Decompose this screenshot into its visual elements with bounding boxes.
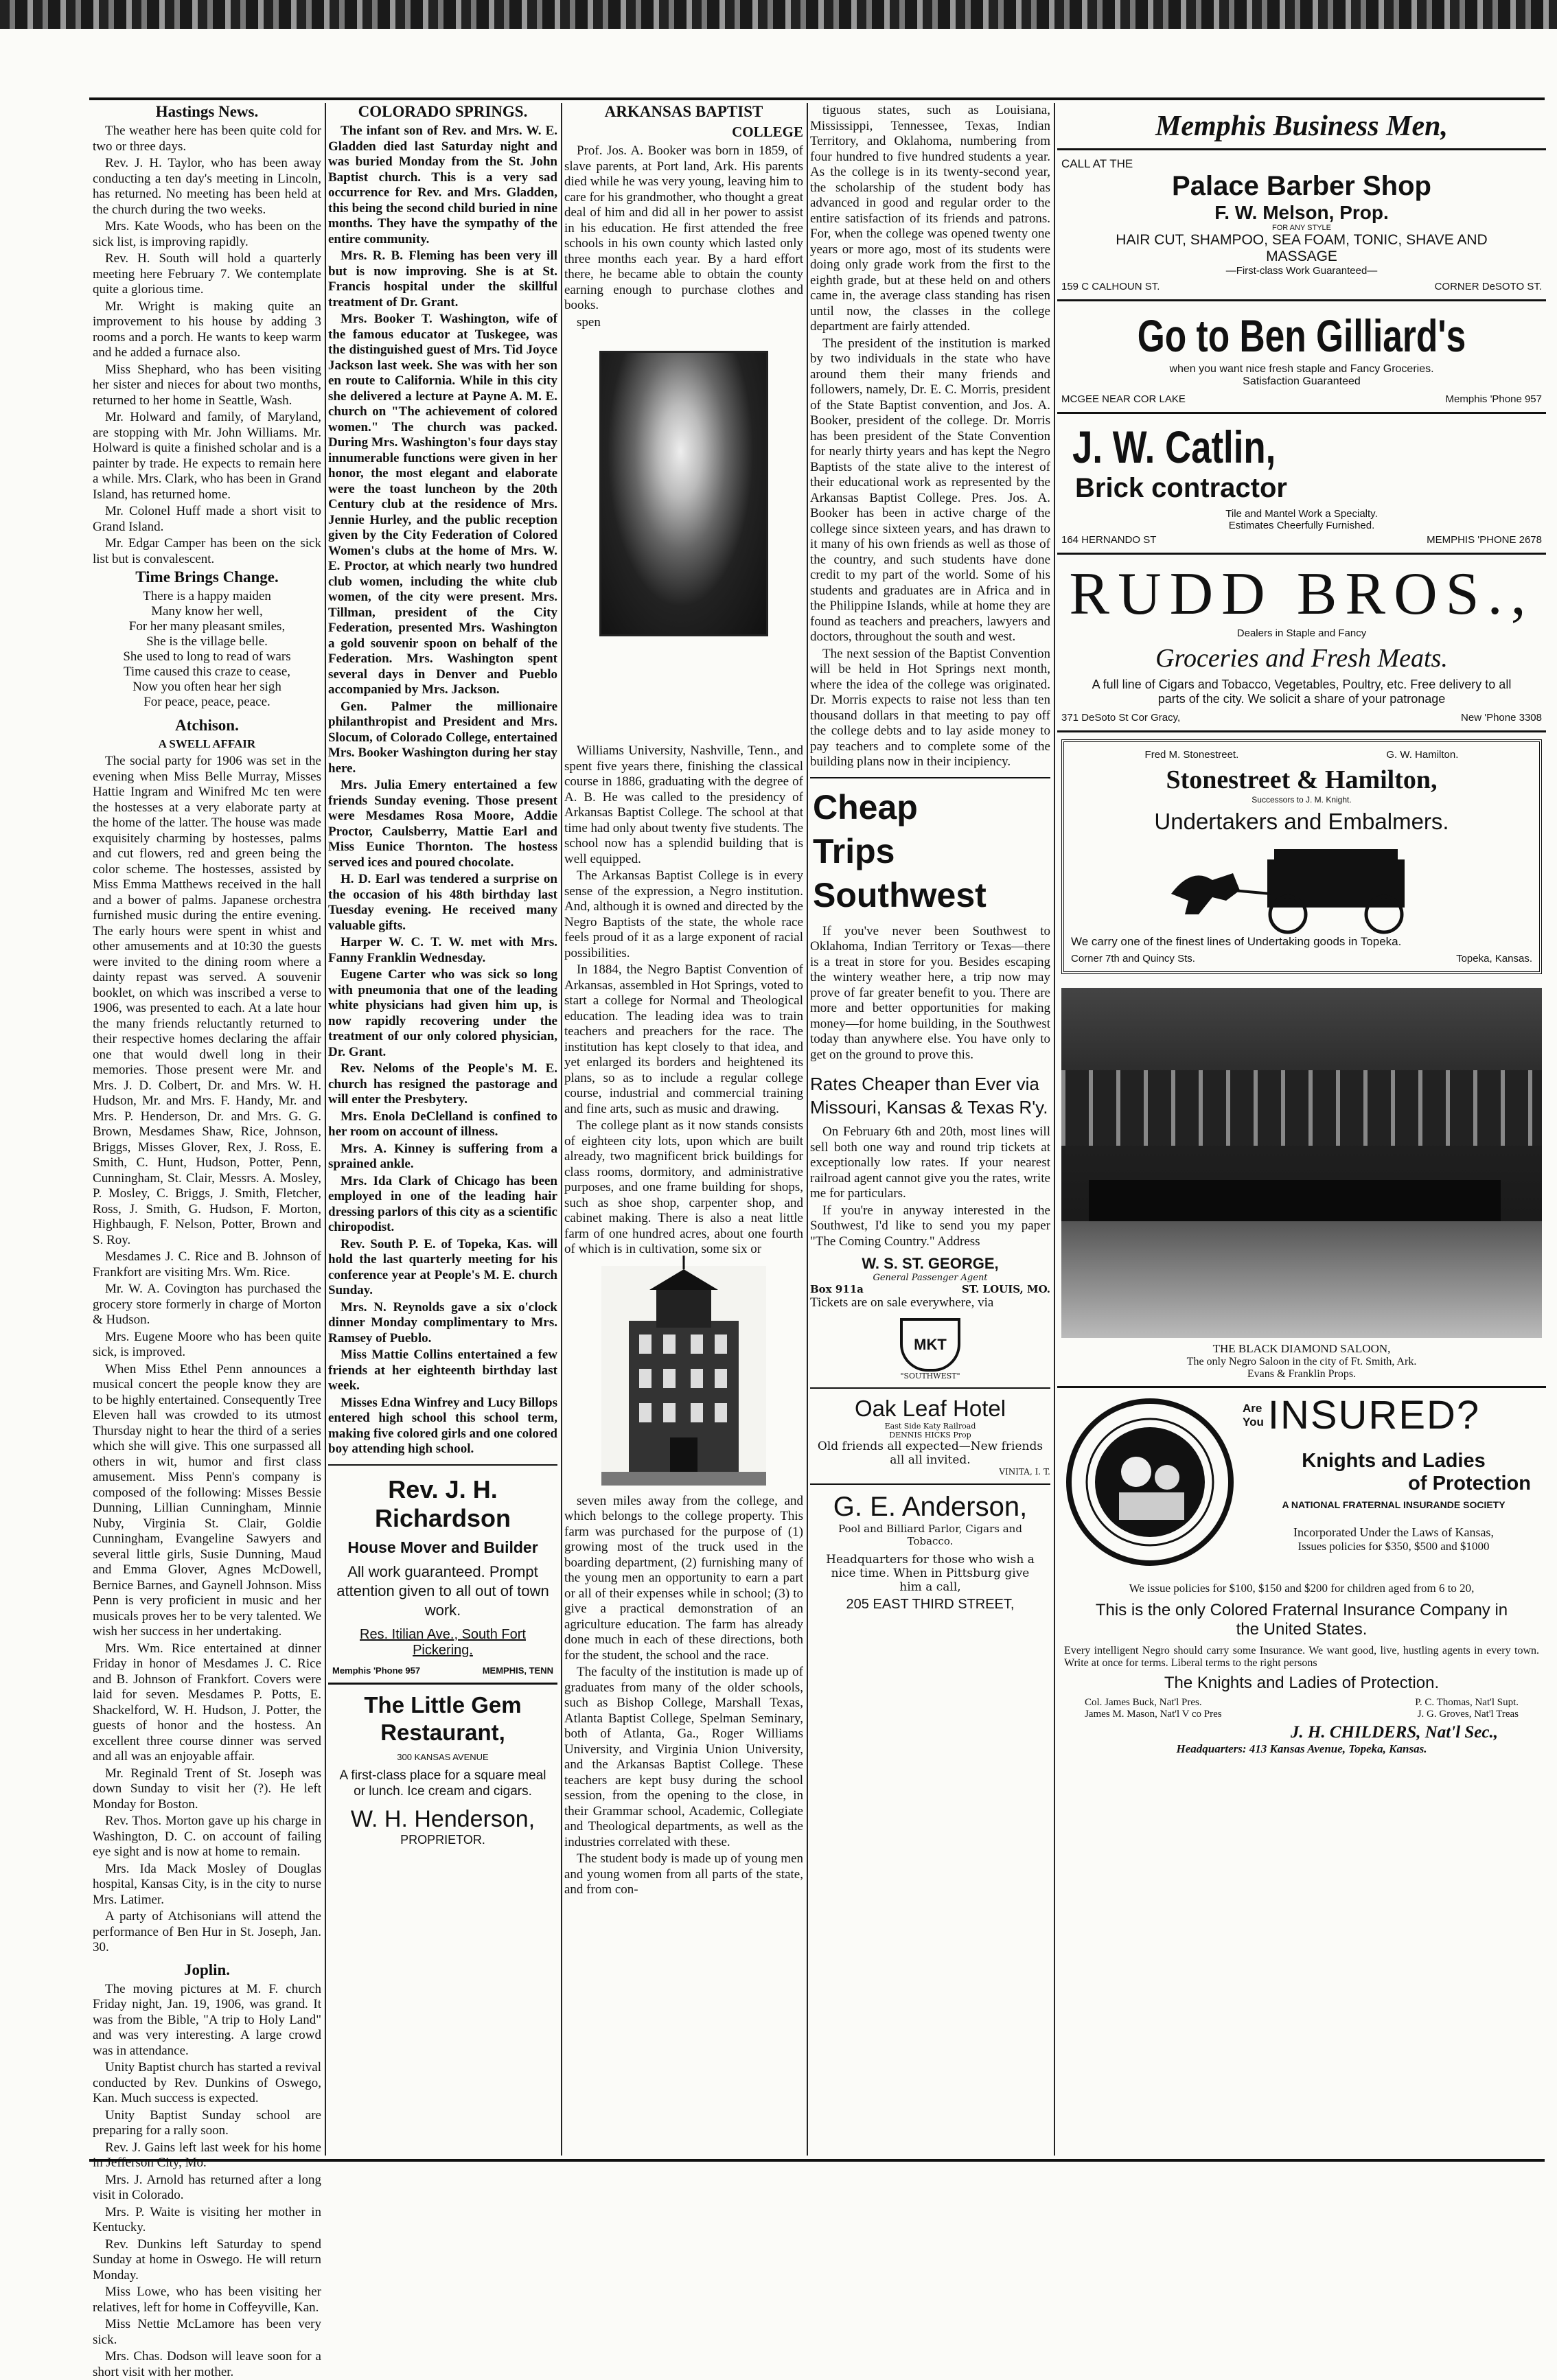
ins-policies: Issues policies for $350, $500 and $1000 [1249,1540,1538,1553]
catlin-estimates: Estimates Cheerfully Furnished. [1061,520,1542,531]
heading-atchison: Atchison. [93,717,321,735]
joplin-news [93,1982,321,2380]
gem-ad [328,1685,557,1854]
paragraph: Mrs. Booker T. Washington, wife of the famous educator at Tuskegee, was the distinguished guest of Mrs. Tid Joyce Jackson last week. She was with her son en route to California. While in this city she delivered a lecture at Payne A. M. E. church on "The achievement of colored women." The church was packed. During Mrs. Washington's four days stay innumerable functions were given in her honor, the most elegant and elaborate were the toast luncheon by the 20th Century club at the residence of Mrs. Jennie Hurley, and the public reception given by the City Federation of Colored Women's clubs at the home of Mrs. W. E. Proctor, at which nearly two hundred club women, including the white club women, of the city were present. Mrs. Tillman, president of the City Federation, presented Mrs. Washington a gold souvenir spoon on behalf of the Federation. Mrs. Washington spent several days in Denver and Pueblo accompanied by Mrs. Jackson. [328,312,557,698]
heading-swell-affair: A SWELL AFFAIR [93,737,321,751]
column-divider [1054,103,1055,2156]
paragraph: Unity Baptist Sunday school are preparing for a rally soon. [93,2108,321,2139]
paragraph: In 1884, the Negro Baptist Convention of Arkansas, assembled in Hot Springs, voted to start a college for Normal and Theological education. The leading idea was to train teachers and preachers for the race. The institution has kept closely to that idea, and yet enlarged its borders and heightened its plans, so as to include a regular college course, industrial and commercial training and fine arts, such as music and drawing. [564,962,803,1117]
richardson-address: Res. Itilian Ave., South Fort Pickering. [332,1627,553,1659]
paragraph: When Miss Ethel Penn announces a musical concert the people know they are to be highly entertained. Consequently Tree Eleven hall was crowded to its utmost Thursday night to hear the third of a series which she will give. This one surpassed all others in wit, humor and first class amusement. Miss Penn's company is composed of the following: Misses Bessie Dunning, Lillian Cunningham, Minnie Nuby, Virginia St. Clair, Goldie Cunningham, Evangeline Sawyers and several little girls, Susie Dunning, Maud and Emma Glover, Agnes McDowell, Bernice Barnes, and Gaynell Johnson. Miss Penn is very proficient in music and her musicals proves her to be very talented. We wish her success in her undertaking. [93,1362,321,1640]
paragraph: Mrs. Ida Mack Mosley of Douglas hospital, Kansas City, is in the city to nurse Mrs. Latimer. [93,1862,321,1908]
oak-sub-2: DENNIS HICKS Prop [810,1431,1050,1440]
paragraph: Prof. Jos. A. Booker was born in 1859, of slave parents, at Port land, Ark. His parents died while he was very young, leaving him to care for his grandmother, who thought a great deal of him and did all in her power to assist in his education. He first attended the free schools in his own county which lasted only three months each year. By a hard effort there, he became able to obtain the county earning enough to purchase clothes and books. [564,143,803,314]
heading-college: COLLEGE [564,124,803,141]
gilliard-phone: Memphis 'Phone 957 [1446,393,1542,405]
cheap-trips-headline [810,785,1050,917]
paragraph: The moving pictures at M. F. church Friday night, Jan. 19, 1906, was grand. It was from the Bible, "A trip to Holy Land" and was very interesting. A large crowd was in attendance. [93,1982,321,2059]
paragraph: seven miles away from the college, and which belongs to the college property. This farm was purchased for the purpose of (1) growing most of the truck used in the boarding department, (2) furnishing many of the young men an opportunity to earn a part or all of their expenses while in school; (3) to give a practical demonstration of an agriculture education. The farm has already done much in each of these directions, both for the student, the school and the race. [564,1494,803,1664]
paragraph: Mr. Reginald Trent of St. Joseph was down Sunday to visit her (?). He left Monday for Boston. [93,1766,321,1813]
column-divider [325,103,326,2156]
paragraph: Mrs. N. Reynolds gave a six o'clock dinner Monday complimentary to Mrs. Ramsey of Pueblo. [328,1300,557,1347]
catlin-ad [1057,414,1546,555]
memphis-header: Memphis Business Men, [1057,110,1546,150]
paragraph: The student body is made up of young men and young women from all parts of the state, and from con- [564,1851,803,1898]
divider [328,1464,557,1466]
rudd-address: 371 DeSoto St Cor Gracy, [1061,712,1180,724]
poem-line: There is a happy maiden [93,589,321,604]
stonestreet-address: Corner 7th and Quincy Sts. [1071,953,1195,964]
paragraph: spen [564,315,803,331]
ins-only: This is the only Colored Fraternal Insurance Company in the United States. [1064,1601,1539,1639]
palace-corner: CORNER DeSOTO ST. [1435,281,1542,292]
catlin-phone: MEMPHIS 'PHONE 2678 [1427,534,1542,546]
paragraph: Miss Lowe, who has been visiting her relatives, left for home in Coffeyville, Kan. [93,2285,321,2315]
heading-hastings: Hastings News. [93,103,321,121]
saloon-ad [1057,981,1546,1388]
ins-body: Every intelligent Negro should carry some Insurance. We want good, live, hustling agents in every town. Write at once for terms. Liberal terms to the right persons [1064,1645,1539,1670]
palace-address: 159 C CALHOUN ST. [1061,281,1160,292]
oak-city: VINITA, I. T. [810,1467,1050,1477]
stonestreet-partner-1: Fred M. Stonestreet. [1145,749,1239,761]
saloon-owner: Evans & Franklin Props. [1061,1368,1542,1380]
stonestreet-partner-2: G. W. Hamilton. [1386,749,1458,761]
poem-line: Many know her well, [93,604,321,619]
heading-joplin: Joplin. [93,1961,321,1979]
catlin-name: J. W. Catlin, [1061,421,1446,473]
rudd-groceries: Groceries and Fresh Meats. [1061,643,1542,673]
paragraph: Rev. Thos. Morton gave up his charge in Washington, D. C. on account of failing eye sight and is now at home to remain. [93,1814,321,1860]
gilliard-ad [1057,301,1546,414]
paragraph: The president of the institution is marked by two individuals in the state who have around them their many friends and followers, namely, Dr. E. C. Morris, president of the State Baptist convention, and Jos. A. Booker, president of the college. Dr. Morris has been president of the State Convention for nearly thirty years and has kept the Negro Baptists of the state alive to the interest of their educational work as represented by the Arkansas Baptist College. Pres. Jos. A. Booker has been in active charge of the college since sixteen years, and has drawn to it many of his own friends as well as those of the country, and such students have done credit to my part of the world. Some of his students and graduates are in Africa and in the Philippine Islands, while at home they are found as teachers and preachers, lawyers and doctors, throughout the south and west. [810,336,1050,645]
poem-line: She used to long to read of wars [93,649,321,665]
cheap-word: Cheap [813,785,1050,829]
heading-arkansas: ARKANSAS BAPTIST [564,103,803,121]
column-divider [807,103,808,2156]
gem-role: PROPRIETOR. [332,1833,553,1847]
column-1 [93,103,321,2156]
trips-word: Trips [813,829,1050,873]
poem-line: Time caused this craze to cease, [93,665,321,680]
paragraph: Harper W. C. T. W. met with Mrs. Fanny Franklin Wednesday. [328,935,557,966]
agent-city: ST. LOUIS, MO. [962,1283,1050,1295]
paragraph: Rev. J. H. Taylor, who has been away conducting a ten day's meeting in Lincoln, has returned. No meeting has been held at the church during the two weeks. [93,156,321,218]
southwest-word: Southwest [813,873,1050,917]
paragraph: Mrs. Chas. Dodson will leave soon for a short visit with her mother. [93,2349,321,2380]
saloon-photo [1061,988,1542,1338]
ins-incorporated: Incorporated Under the Laws of Kansas, [1249,1525,1538,1540]
richardson-body: All work guaranteed. Prompt attention given to all out of town work. [332,1562,553,1620]
paragraph: Mrs. A. Kinney is suffering from a sprained ankle. [328,1142,557,1172]
divider [810,777,1050,778]
ins-children: We issue policies for $100, $150 and $200 for children aged from 6 to 20, [1064,1582,1539,1595]
richardson-name: Rev. J. H. Richardson [332,1475,553,1533]
paragraph: A party of Atchisonians will attend the performance of Ben Hur in St. Joseph, Jan. 30. [93,1909,321,1956]
gilliard-address: MCGEE NEAR COR LAKE [1061,393,1186,405]
cheap-body: If you've never been Southwest to Oklahoma, Indian Territory or Texas—there is a treat in store for you. Besides escaping the wintery weather here, a trip now may prove of far greater benefit to you. There are more and better opportunities for making money—for home building, in the Southwest today than anywhere else. You have only to get on the ground to prove this. [810,924,1050,1063]
paragraph: Mrs. Kate Woods, who has been on the sick list, is improving rapidly. [93,219,321,250]
heading-time: Time Brings Change. [93,568,321,586]
paragraph: The college plant as it now stands consists of eighteen city lots, upon which are built already, two magnificent brick buildings for class rooms, dormitory, and administrative purposes, and one frame building for shops, such as shoe shop, carpenter shop, and cabinet making. There is also a neat little farm of one hundred acres, about one fourth of which is in cultivation, some six or [564,1118,803,1258]
palace-owner: F. W. Melson, Prop. [1061,202,1542,224]
colorado-news [328,124,557,1457]
richardson-ad [328,1472,557,1685]
gilliard-title: Go to Ben Gilliard's [1114,308,1489,363]
ins-officer-3: James M. Mason, Nat'l V co Pres [1085,1709,1222,1720]
column-divider [561,103,562,2156]
paragraph: Miss Shephard, who has been visiting her sister and nieces for about two months, returned to her home in Seattle, Wash. [93,362,321,409]
paragraph: Mrs. R. B. Fleming has been very ill but is now improving. She is at St. Francis hospital under the skillful treatment of Dr. Grant. [328,249,557,310]
atchison-news [93,754,321,1956]
rudd-title: RUDD BROS., [1061,562,1542,627]
poem-line: For peace, peace, peace. [93,695,321,710]
poem-line: Now you often hear her sigh [93,680,321,695]
scan-edge-top [0,0,1557,29]
gilliard-body: when you want nice fresh staple and Fancy Groceries. Satisfaction Guaranteed [1061,363,1542,388]
paragraph: The weather here has been quite cold for two or three days. [93,124,321,154]
ins-are: Are [1243,1402,1264,1416]
column-3 [564,103,803,2156]
saloon-title: THE BLACK DIAMOND SALOON, [1061,1342,1542,1356]
paragraph: Gen. Palmer the millionaire philanthropist and President and Mrs. Slocum, of Colorado College, entertained Mrs. Booker Washington during her stay here. [328,700,557,777]
poem-line: She is the village belle. [93,634,321,649]
anderson-address: 205 EAST THIRD STREET, [810,1597,1050,1613]
ins-insured: INSURED? [1268,1392,1480,1438]
paragraph: Mrs. P. Waite is visiting her mother in Kentucky. [93,2205,321,2236]
paragraph: Mrs. Enola DeClelland is confined to her room on account of illness. [328,1109,557,1140]
hearse-icon [1151,839,1453,935]
gem-owner: W. H. Henderson, [332,1806,553,1833]
rudd-ad [1057,555,1546,732]
paragraph: The next session of the Baptist Convention will be held in Hot Springs next month, where the idea of the college was originated. Dr. Morris expects to raise not less than ten thousand dollars in that meeting to pay off the college debts and to lay aside money to pay teachers and to complete some of the building plans now in their incipiency. [810,647,1050,770]
oak-body: Old friends all expected—New friends all all invited. [810,1440,1050,1467]
stonestreet-successors: Successors to J. M. Knight. [1071,795,1532,805]
rates-body-2: If you're in anyway interested in the Southwest, I'd like to send you my paper "The Coming Country." Address [810,1203,1050,1250]
catlin-trade: Brick contractor [1061,473,1542,504]
paragraph: Rev. Dunkins left Saturday to spend Sunday at home in Oswego. He will return Monday. [93,2237,321,2284]
gem-title: The Little Gem Restaurant, [332,1691,553,1746]
divider [810,1483,1050,1485]
portrait-photo [599,351,768,636]
paragraph: Williams University, Nashville, Tenn., and spent five years there, finishing the classical course in 1886, graduating with the degree of A. B. He was called to the presidency of Arkansas Baptist College. The school at that time had only about twenty five students. The school now has a splendid building that is well equipped. [564,743,803,867]
saloon-body: The only Negro Saloon in the city of Ft. Smith, Ark. [1061,1356,1542,1368]
catlin-address: 164 HERNANDO ST [1061,534,1156,546]
paragraph: The faculty of the institution is made up of graduates from many of the older schools, such as Bishop College, Marshall Texas, Atlanta Baptist College, Spelman Seminary, both of Atlanta, Ga., Roger Williams University, and Virginia Union University, and the Arkansas Baptist College. These teachers are kept busy during the school session, from the opening to the close, in their Grammar school, Academic, Collegiate and Theological departments, as well as the industries correlated with these. [564,1665,803,1850]
agent-name: W. S. ST. GEORGE, [810,1255,1050,1273]
ins-headquarters: Headquarters: 413 Kansas Avenue, Topeka, Kansas. [1064,1742,1539,1756]
arkansas-continued [810,103,1050,770]
paragraph: Miss Mattie Collins entertained a few friends at her eighteenth birthday last week. [328,1348,557,1394]
column-5 [1057,110,1546,2162]
palace-call: CALL AT THE [1061,157,1542,171]
paragraph: Rev. H. South will hold a quarterly meeting here February 7. We contemplate quite a glorious time. [93,251,321,298]
gem-address: 300 KANSAS AVENUE [332,1752,553,1762]
stonestreet-body: We carry one of the finest lines of Undertaking goods in Topeka. [1071,935,1532,949]
catlin-specialty: Tile and Mantel Work a Specialty. [1061,508,1542,520]
palace-work: —First-class Work Guaranteed— [1061,265,1542,277]
faded-text [564,640,803,743]
arkansas-college-body [564,743,803,1258]
poem [93,589,321,710]
stonestreet-ad [1061,739,1542,974]
paragraph: Mr. Wright is making quite an improvement to his house by adding 3 rooms and a porch. He wants to keep warm and he added a furnace also. [93,299,321,361]
richardson-phone: Memphis 'Phone 957 [332,1665,420,1676]
insurance-ad [1057,1388,1546,1745]
rates-headline: Rates Cheaper than Ever via Missouri, Kansas & Texas R'y. [810,1072,1050,1119]
ins-knights-3: The Knights and Ladies of Protection. [1064,1674,1539,1693]
paragraph: Mrs. Eugene Moore who has been quite sick, is improved. [93,1330,321,1361]
hastings-news [93,124,321,567]
ins-officer-2: P. C. Thomas, Nat'l Supt. [1415,1697,1519,1709]
column-2 [328,103,557,2156]
college-building-image [601,1266,766,1486]
poem-line: For her many pleasant smiles, [93,619,321,634]
rudd-dealers: Dealers in Staple and Fancy [1061,627,1542,639]
paragraph: Mr. Edgar Camper has been on the sick list but is convalescent. [93,536,321,567]
paragraph: The social party for 1906 was set in the evening when Miss Belle Murray, Misses Hattie Ingram and Winifred Mc ten were the hostesses at a very elaborate party at the home of the latter. The house was made exquisitely charming by hostesses, palms and cut flowers, red and green being the color scheme. The hostesses, assisted by Miss Emma Matthews received in the hall and a bower of palms. Japanese orchestra furnished music during the entire evening. The early hours were spent in whist and other amusements and at 10:30 the guests were invited to the dining room where a dainty repast was served. A souvenir booklet, on which was inscribed a verse to 1906, was presented to each. At a late hour the many friends reluctantly returned to their respective homes declaring the affair one that would dwell long in their memories. Those present were Mr. and Mrs. J. D. Colbert, Dr. and Mrs. W. H. Hudson, Mr. and Mrs. F. Handy, Mr. and Mrs. P. Henderson, Dr. and Mrs. G. G. Brown, Mesdames Shaw, Rice, Johnson, Briggs, Misses Glover, Rex, J. Ross, E. Smith, C. Hunt, Hudson, Potter, Penn, Cunningham, St. Clair, Messrs. A. Mosley, P. Mosley, C. Briggs, J. Smith, Fletcher, Ross, J. Smith, G. Hudson, F. Morton, Highbaugh, F. Nelson, Potter, Brown and S. Roy. [93,754,321,1248]
paragraph: Mrs. Ida Clark of Chicago has been employed in one of the leading hair dressing parlors of this city as a scientific chiropodist. [328,1174,557,1236]
arkansas-college-farm [564,1494,803,1898]
top-rule [89,97,1545,100]
stonestreet-trade: Undertakers and Embalmers. [1071,809,1532,835]
arkansas-intro [564,143,803,330]
paragraph: Mesdames J. C. Rice and B. Johnson of Frankfort are visiting Mrs. Wm. Rice. [93,1249,321,1280]
richardson-city: MEMPHIS, TENN [483,1665,553,1676]
paragraph: Rev. J. Gains left last week for his home in Jefferson City, Mo. [93,2140,321,2171]
column-4 [810,103,1050,2156]
ins-knights-2: of Protection [1249,1472,1538,1495]
rudd-phone: New 'Phone 3308 [1461,712,1542,724]
richardson-trade: House Mover and Builder [332,1538,553,1557]
anderson-body: Headquarters for those who wish a nice time. When in Pittsburg give him a call, [810,1553,1050,1594]
ins-knights-1: Knights and Ladies [1249,1450,1538,1472]
mkt-logo-icon: MKT [900,1318,960,1372]
palace-ad [1057,150,1546,301]
mkt-sub: "SOUTHWEST" [810,1372,1050,1380]
palace-for: FOR ANY STYLE [1061,224,1542,232]
heading-colorado: COLORADO SPRINGS. [328,103,557,121]
paragraph: Unity Baptist church has started a revival conducted by Rev. Dunkins of Oswego, Kan. Much success is expected. [93,2060,321,2107]
ins-secretary: J. H. CHILDERS, Nat'l Sec., [1064,1723,1539,1742]
ins-you: You [1243,1416,1264,1429]
agent-role: General Passenger Agent [810,1273,1050,1283]
agent-box: Box 911a [810,1283,864,1295]
gem-body: A first-class place for a square meal or lunch. Ice cream and cigars. [332,1768,553,1799]
society-seal-icon [1064,1396,1236,1568]
tickets-line: Tickets are on sale everywhere, via [810,1295,1050,1311]
divider [810,1387,1050,1389]
paragraph: Eugene Carter who was sick so long with pneumonia that one of the leading white physicians had given him up, is now rapidly recovering under the treatment of our only colored physician, Dr. Grant. [328,967,557,1060]
rates-body: On February 6th and 20th, most lines will sell both one way and round trip tickets at exceptionally low rates. If your nearest railroad agent cannot give you the rates, write me for particulars. [810,1124,1050,1202]
stonestreet-title: Stonestreet & Hamilton, [1071,765,1532,795]
palace-title: Palace Barber Shop [1061,171,1542,202]
paragraph: Mrs. Wm. Rice entertained at dinner Friday in honor of Mesdames J. C. Rice and B. Johnson of Frankfort. Covers were laid for seven. Mesdames P. Potts, E. Shackelford, W. H. Hudson, J. Potter, the guests of honor and the hostess. An excellent three course dinner was served and all was an enjoyable affair. [93,1641,321,1765]
paragraph: Rev. South P. E. of Topeka, Kas. will hold the last quarterly meeting for his conference year at People's M. E. church Sunday. [328,1237,557,1299]
paragraph: The infant son of Rev. and Mrs. W. E. Gladden died last Saturday night and was buried Monday from the St. John Baptist church. This is a very sad occurrence for Rev. and Mrs. Gladden, this being the second child buried in nine months. They have the sympathy of the entire community. [328,124,557,247]
oak-sub-1: East Side Katy Railroad [810,1422,1050,1431]
paragraph: Mr. W. A. Covington has purchased the grocery store formerly in charge of Morton & Hudson. [93,1282,321,1328]
palace-services: HAIR CUT, SHAMPOO, SEA FOAM, TONIC, SHAVE AND MASSAGE [1061,232,1542,265]
paragraph: Miss Nettie McLamore has been very sick. [93,2317,321,2348]
paragraph: Mr. Colonel Huff made a short visit to Grand Island. [93,504,321,535]
paragraph: Mrs. Julia Emery entertained a few friends Sunday evening. Those present were Mesdames Rosa Moore, Addie Proctor, Caulsberry, Mattie Earl and Miss Eunice Thornton. The hostess served ices and poured chocolate. [328,778,557,870]
paragraph: Mrs. J. Arnold has returned after a long visit in Colorado. [93,2173,321,2204]
paragraph: H. D. Earl was tendered a surprise on the occasion of his 48th birthday last Tuesday evening. He received many valuable gifts. [328,872,557,934]
paragraph: Mr. Holward and family, of Maryland, are stopping with Mr. John Williams. Mr. Holward is quite a finished scholar and is a painter by trade. He expects to remain here a while. Mrs. Clark, who has been in Grand Island, has returned home. [93,410,321,502]
paragraph: Rev. Neloms of the People's M. E. church has resigned the pastorage and will enter the Presbytery. [328,1061,557,1108]
ins-officer-4: J. G. Groves, Nat'l Treas [1418,1709,1519,1720]
anderson-sub: Pool and Billiard Parlor, Cigars and Tobacco. [810,1523,1050,1547]
rudd-body: A full line of Cigars and Tobacco, Vegetables, Poultry, etc. Free delivery to all parts of the city. We solicit a share of your patronage [1061,678,1542,706]
stonestreet-city: Topeka, Kansas. [1456,953,1532,964]
paragraph: The Arkansas Baptist College is in every sense of the expression, a Negro institution. And, although it is owned and directed by the Negro Baptists of the state, the whole race feels proud of it as a large exponent of racial possibilities. [564,868,803,961]
paragraph: tiguous states, such as Louisiana, Mississippi, Tennessee, Texas, Indian Territory, and Oklahoma, numbering from four hundred to five hundred students a year. As the college is in its twenty-second year, the scholarship of the student body has advanced in good and regular order to the entire satisfaction of its friends and patrons. For, when the college was opened twenty one years or more ago, most of its students were doing only grade work from the first to the eighth grade, but at these held on and others came in, the average class standing has risen until now, the classes in the college department are fairly attended. [810,103,1050,335]
ins-national: A NATIONAL FRATERNAL INSURANDE SOCIETY [1249,1499,1538,1510]
oak-title: Oak Leaf Hotel [810,1396,1050,1422]
anderson-name: G. E. Anderson, [810,1492,1050,1523]
ins-officer-1: Col. James Buck, Nat'l Pres. [1085,1697,1202,1709]
paragraph: Misses Edna Winfrey and Lucy Billops entered high school this school term, making five colored girls and one colored boy attending high school. [328,1396,557,1457]
